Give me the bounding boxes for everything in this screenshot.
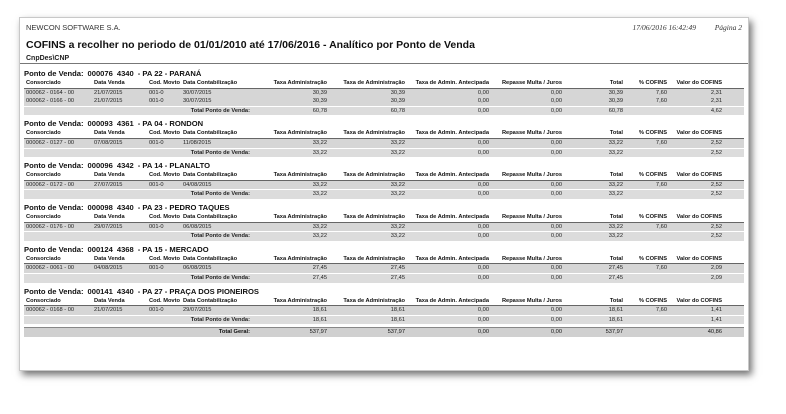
total-cell <box>623 274 667 283</box>
total-cell: 60,78 <box>312 107 327 114</box>
sales-point-group <box>24 118 744 157</box>
column-header: Repasse Multa / Juros <box>501 130 562 137</box>
table-cell: 0,00 <box>477 223 489 230</box>
column-header: Data Venda <box>94 297 125 304</box>
column-header: Taxa de Admin. Antecipada <box>415 255 489 262</box>
total-cell: 27,45 <box>312 274 327 281</box>
column-header: Total <box>609 130 623 137</box>
column-header-row <box>24 297 744 307</box>
table-cell: 27,45 <box>312 265 327 272</box>
grand-total-row <box>24 327 744 337</box>
column-header: % COFINS <box>638 255 667 262</box>
total-label: Total Ponto de Venda: <box>190 149 250 156</box>
total-cell: 33,22 <box>312 191 327 198</box>
column-header-row <box>24 171 744 181</box>
table-cell: 2,31 <box>710 89 722 96</box>
total-cell: 537,97 <box>605 329 623 336</box>
total-cell: 60,78 <box>390 107 405 114</box>
total-cell: 33,22 <box>608 233 623 240</box>
column-header: Valor do COFINS <box>676 213 722 220</box>
table-cell: 000062 - 0127 - 00 <box>26 139 75 146</box>
table-cell: 001-0 <box>149 181 164 188</box>
total-cell: 18,61 <box>608 316 623 323</box>
total-cell: 0,00 <box>477 149 489 156</box>
column-header: Taxa de Administração <box>343 213 405 220</box>
sales-point-name: - PA 04 - RONDON <box>137 119 204 129</box>
total-cell: 33,22 <box>390 191 405 198</box>
column-header: Data Contabilização <box>183 172 238 179</box>
total-label: Total Ponto de Venda: <box>190 191 250 198</box>
sales-point-label: Ponto de Venda: <box>24 244 84 254</box>
table-cell: 06/08/2015 <box>183 265 212 272</box>
table-cell: 18,61 <box>390 307 405 314</box>
table-cell: 2,09 <box>710 265 722 272</box>
table-cell: 000062 - 0168 - 00 <box>26 307 75 314</box>
table-row <box>24 264 744 273</box>
total-cell: 2,09 <box>710 274 722 281</box>
column-header: Data Venda <box>94 80 125 86</box>
column-header: Consorciado <box>26 80 61 86</box>
sales-point-total-row <box>24 274 744 283</box>
table-row <box>24 89 744 98</box>
total-label: Total Ponto de Venda: <box>190 233 250 240</box>
total-cell: 0,00 <box>477 329 489 336</box>
table-cell: 30,39 <box>608 98 623 105</box>
sales-point-group <box>24 286 744 325</box>
sales-point-name: - PA 14 - PLANALTO <box>137 161 211 171</box>
column-header: Data Venda <box>94 172 125 179</box>
column-header: Data Venda <box>94 255 125 262</box>
total-label: Total Ponto de Venda: <box>190 274 250 281</box>
sales-point-label: Ponto de Venda: <box>24 119 84 129</box>
column-header: Repasse Multa / Juros <box>501 255 562 262</box>
total-cell: 0,00 <box>550 233 562 240</box>
column-header: Cod. Movto <box>149 80 180 86</box>
table-cell: 29/07/2015 <box>94 223 123 230</box>
total-cell <box>623 232 667 241</box>
sales-point-number: 4361 <box>116 119 134 129</box>
table-cell: 000062 - 0176 - 00 <box>26 223 75 230</box>
table-row <box>24 306 744 315</box>
column-header: Cod. Movto <box>149 213 180 220</box>
table-cell: 0,00 <box>477 181 489 188</box>
column-header: Repasse Multa / Juros <box>501 172 562 179</box>
total-cell: 18,61 <box>312 316 327 323</box>
column-header: Taxa de Administração <box>343 80 405 86</box>
sales-point-total-row <box>24 316 744 325</box>
total-cell: 0,00 <box>550 149 562 156</box>
table-cell: 001-0 <box>149 265 164 272</box>
sales-point-title <box>24 202 744 213</box>
sales-point-code: 000098 <box>87 202 113 212</box>
total-cell: 0,00 <box>550 316 562 323</box>
column-header: Cod. Movto <box>149 172 180 179</box>
total-cell: 0,00 <box>477 233 489 240</box>
column-header: Data Contabilização <box>183 297 238 304</box>
column-header: Cod. Movto <box>149 130 180 137</box>
sales-point-code: 000124 <box>87 244 113 254</box>
total-cell: 33,22 <box>312 149 327 156</box>
table-cell: 001-0 <box>149 89 164 96</box>
table-cell: 30/07/2015 <box>183 89 212 96</box>
total-cell <box>623 328 667 337</box>
table-cell: 1,41 <box>710 307 722 314</box>
column-header: Taxa de Admin. Antecipada <box>415 172 489 179</box>
sales-point-name: - PA 27 - PRAÇA DOS PIONEIROS <box>137 286 259 296</box>
report-header <box>26 23 742 35</box>
sales-point-title <box>24 68 744 79</box>
total-cell: 0,00 <box>477 191 489 198</box>
total-cell <box>623 190 667 199</box>
table-cell: 2,52 <box>710 181 722 188</box>
column-header: Data Contabilização <box>183 130 238 137</box>
column-header: Repasse Multa / Juros <box>501 297 562 304</box>
table-row <box>24 97 744 106</box>
total-label: Total Geral: <box>218 329 250 336</box>
sales-point-title <box>24 118 744 129</box>
table-cell: 0,00 <box>550 98 562 105</box>
table-cell: 001-0 <box>149 223 164 230</box>
table-cell: 7,60 <box>655 265 667 272</box>
column-header-row <box>24 255 744 265</box>
page-number: Página 2 <box>714 23 742 32</box>
table-cell: 0,00 <box>550 181 562 188</box>
report-body <box>24 68 744 337</box>
sales-point-group <box>24 160 744 199</box>
column-header: Taxa de Admin. Antecipada <box>415 297 489 304</box>
sales-point-code: 000076 <box>87 69 113 78</box>
table-row <box>24 181 744 190</box>
total-cell: 18,61 <box>390 316 405 323</box>
total-cell: 0,00 <box>550 191 562 198</box>
table-cell: 30,39 <box>312 98 327 105</box>
column-header: Total <box>609 172 623 179</box>
table-cell: 21/07/2015 <box>94 98 123 105</box>
sales-point-label: Ponto de Venda: <box>24 202 84 212</box>
table-cell: 33,22 <box>608 181 623 188</box>
sales-point-name: - PA 15 - MERCADO <box>137 244 209 254</box>
table-cell: 0,00 <box>550 89 562 96</box>
column-header: Data Contabilização <box>183 213 238 220</box>
column-header: Taxa de Administração <box>343 130 405 137</box>
table-cell: 001-0 <box>149 139 164 146</box>
table-cell: 0,00 <box>477 89 489 96</box>
column-header: Valor do COFINS <box>676 80 722 86</box>
sales-point-code: 000093 <box>87 119 113 129</box>
column-header: Consorciado <box>26 130 61 137</box>
sales-point-total-row <box>24 190 744 199</box>
table-row <box>24 139 744 148</box>
column-header: Taxa de Admin. Antecipada <box>415 213 489 220</box>
table-cell: 0,00 <box>550 223 562 230</box>
table-cell: 7,60 <box>655 181 667 188</box>
table-cell: 7,60 <box>655 307 667 314</box>
table-cell: 27,45 <box>390 265 405 272</box>
column-header: Repasse Multa / Juros <box>501 80 562 86</box>
total-cell: 1,41 <box>710 316 722 323</box>
table-cell: 04/08/2015 <box>183 181 212 188</box>
sales-point-total-row <box>24 149 744 158</box>
total-cell: 0,00 <box>550 329 562 336</box>
table-cell: 7,60 <box>655 98 667 105</box>
sales-point-group <box>24 202 744 241</box>
column-header: Cod. Movto <box>149 297 180 304</box>
column-header: Consorciado <box>26 213 61 220</box>
column-header: Total <box>609 255 623 262</box>
total-label: Total Ponto de Venda: <box>190 316 250 323</box>
column-header: % COFINS <box>638 297 667 304</box>
column-header: % COFINS <box>638 172 667 179</box>
total-cell: 2,52 <box>710 233 722 240</box>
table-cell: 06/08/2015 <box>183 223 212 230</box>
table-cell: 30,39 <box>390 98 405 105</box>
sales-point-number: 4340 <box>116 202 134 212</box>
table-cell: 000062 - 0061 - 00 <box>26 265 75 272</box>
table-cell: 30,39 <box>390 89 405 96</box>
sales-point-total-row <box>24 107 744 116</box>
total-cell: 0,00 <box>550 107 562 114</box>
sales-point-number: 4340 <box>116 286 134 296</box>
table-cell: 29/07/2015 <box>183 307 212 314</box>
total-cell: 60,78 <box>608 107 623 114</box>
table-cell: 001-0 <box>149 98 164 105</box>
sales-point-title <box>24 286 744 297</box>
sales-point-code: 000141 <box>87 286 113 296</box>
total-cell: 537,97 <box>309 329 327 336</box>
column-header: Consorciado <box>26 172 61 179</box>
table-cell: 0,00 <box>550 139 562 146</box>
column-header: Data Venda <box>94 213 125 220</box>
total-cell: 27,45 <box>608 274 623 281</box>
report-page <box>19 17 749 371</box>
table-cell: 21/07/2015 <box>94 89 123 96</box>
column-header: Taxa de Admin. Antecipada <box>415 80 489 86</box>
total-cell: 33,22 <box>312 233 327 240</box>
column-header: Data Contabilização <box>183 80 238 86</box>
column-header: Taxa de Administração <box>343 297 405 304</box>
total-cell: 33,22 <box>608 191 623 198</box>
column-header: Total <box>609 213 623 220</box>
sales-point-title <box>24 160 744 171</box>
sales-point-name: - PA 22 - PARANÁ <box>137 69 202 78</box>
total-cell: 33,22 <box>390 149 405 156</box>
sales-point-group <box>24 68 744 115</box>
total-cell: 0,00 <box>477 316 489 323</box>
column-header: Valor do COFINS <box>676 130 722 137</box>
column-header: Consorciado <box>26 255 61 262</box>
sales-point-number: 4368 <box>116 244 134 254</box>
table-cell: 2,52 <box>710 223 722 230</box>
sales-point-number: 4342 <box>116 161 134 171</box>
total-cell: 4,62 <box>710 107 722 114</box>
column-header: % COFINS <box>638 80 667 86</box>
column-header: Taxa Administração <box>273 255 327 262</box>
total-cell: 40,86 <box>707 329 722 336</box>
total-cell: 0,00 <box>477 274 489 281</box>
column-header: Valor do COFINS <box>676 255 722 262</box>
sales-point-group <box>24 244 744 283</box>
column-header: Taxa Administração <box>273 297 327 304</box>
column-header: Valor do COFINS <box>676 297 722 304</box>
table-cell: 33,22 <box>390 139 405 146</box>
column-header-row <box>24 213 744 223</box>
table-cell: 33,22 <box>312 181 327 188</box>
column-header-row <box>24 79 744 89</box>
sales-point-label: Ponto de Venda: <box>24 286 84 296</box>
total-cell: 33,22 <box>608 149 623 156</box>
sales-point-label: Ponto de Venda: <box>24 69 84 78</box>
sales-point-total-row <box>24 232 744 241</box>
column-header: % COFINS <box>638 130 667 137</box>
table-cell: 18,61 <box>312 307 327 314</box>
table-cell: 11/08/2015 <box>183 139 212 146</box>
sales-point-label: Ponto de Venda: <box>24 161 84 171</box>
sales-point-number: 4340 <box>116 69 134 78</box>
table-cell: 27,45 <box>608 265 623 272</box>
table-cell: 33,22 <box>390 181 405 188</box>
table-row <box>24 223 744 232</box>
print-datetime: 17/06/2016 16:42:49 <box>632 23 696 32</box>
column-header: Taxa Administração <box>273 213 327 220</box>
table-cell: 7,60 <box>655 223 667 230</box>
column-header: Data Contabilização <box>183 255 238 262</box>
header-divider <box>20 63 748 64</box>
column-header: Taxa de Administração <box>343 172 405 179</box>
report-title: COFINS a recolher no periodo de 01/01/2010 até 17/06/2016 - Analítico por Ponto de Venda <box>26 39 475 51</box>
table-cell: 0,00 <box>477 265 489 272</box>
table-cell: 07/08/2015 <box>94 139 123 146</box>
column-header: Taxa Administração <box>273 172 327 179</box>
total-cell <box>623 149 667 158</box>
table-cell: 21/07/2015 <box>94 307 123 314</box>
table-cell: 7,60 <box>655 89 667 96</box>
column-header: Taxa de Administração <box>343 255 405 262</box>
table-cell: 000062 - 0172 - 00 <box>26 181 75 188</box>
sales-point-title <box>24 244 744 255</box>
total-cell: 0,00 <box>477 107 489 114</box>
table-cell: 2,31 <box>710 98 722 105</box>
table-cell: 000062 - 0164 - 00 <box>26 89 75 96</box>
table-cell: 000062 - 0166 - 00 <box>26 98 75 105</box>
column-header-row <box>24 129 744 139</box>
total-label: Total Ponto de Venda: <box>190 107 250 114</box>
total-cell <box>623 107 667 116</box>
table-cell: 0,00 <box>550 265 562 272</box>
report-subtitle: CnpDes\CNP <box>26 55 70 62</box>
table-cell: 33,22 <box>608 223 623 230</box>
table-cell: 0,00 <box>477 98 489 105</box>
column-header: Total <box>609 80 623 86</box>
total-cell: 27,45 <box>390 274 405 281</box>
column-header: Total <box>609 297 623 304</box>
sales-point-code: 000096 <box>87 161 113 171</box>
column-header: Taxa Administração <box>273 80 327 86</box>
total-cell: 2,52 <box>710 149 722 156</box>
column-header: Repasse Multa / Juros <box>501 213 562 220</box>
company-name: NEWCON SOFTWARE S.A. <box>26 23 121 32</box>
total-cell: 33,22 <box>390 233 405 240</box>
table-cell: 27/07/2015 <box>94 181 123 188</box>
table-cell: 33,22 <box>312 139 327 146</box>
total-cell: 2,52 <box>710 191 722 198</box>
table-cell: 30,39 <box>608 89 623 96</box>
table-cell: 7,60 <box>655 139 667 146</box>
table-cell: 33,22 <box>312 223 327 230</box>
table-cell: 33,22 <box>608 139 623 146</box>
column-header: Consorciado <box>26 297 61 304</box>
total-cell <box>623 316 667 325</box>
column-header: Taxa Administração <box>273 130 327 137</box>
table-cell: 30/07/2015 <box>183 98 212 105</box>
column-header: Data Venda <box>94 130 125 137</box>
table-cell: 0,00 <box>550 307 562 314</box>
table-cell: 0,00 <box>477 139 489 146</box>
table-cell: 18,61 <box>608 307 623 314</box>
table-cell: 04/08/2015 <box>94 265 123 272</box>
column-header: Cod. Movto <box>149 255 180 262</box>
table-cell: 0,00 <box>477 307 489 314</box>
table-cell: 30,39 <box>312 89 327 96</box>
total-cell: 0,00 <box>550 274 562 281</box>
sales-point-name: - PA 23 - PEDRO TAQUES <box>137 202 230 212</box>
column-header: % COFINS <box>638 213 667 220</box>
table-cell: 2,52 <box>710 139 722 146</box>
column-header: Valor do COFINS <box>676 172 722 179</box>
total-cell: 537,97 <box>387 329 405 336</box>
table-cell: 001-0 <box>149 307 164 314</box>
table-cell: 33,22 <box>390 223 405 230</box>
column-header: Taxa de Admin. Antecipada <box>415 130 489 137</box>
